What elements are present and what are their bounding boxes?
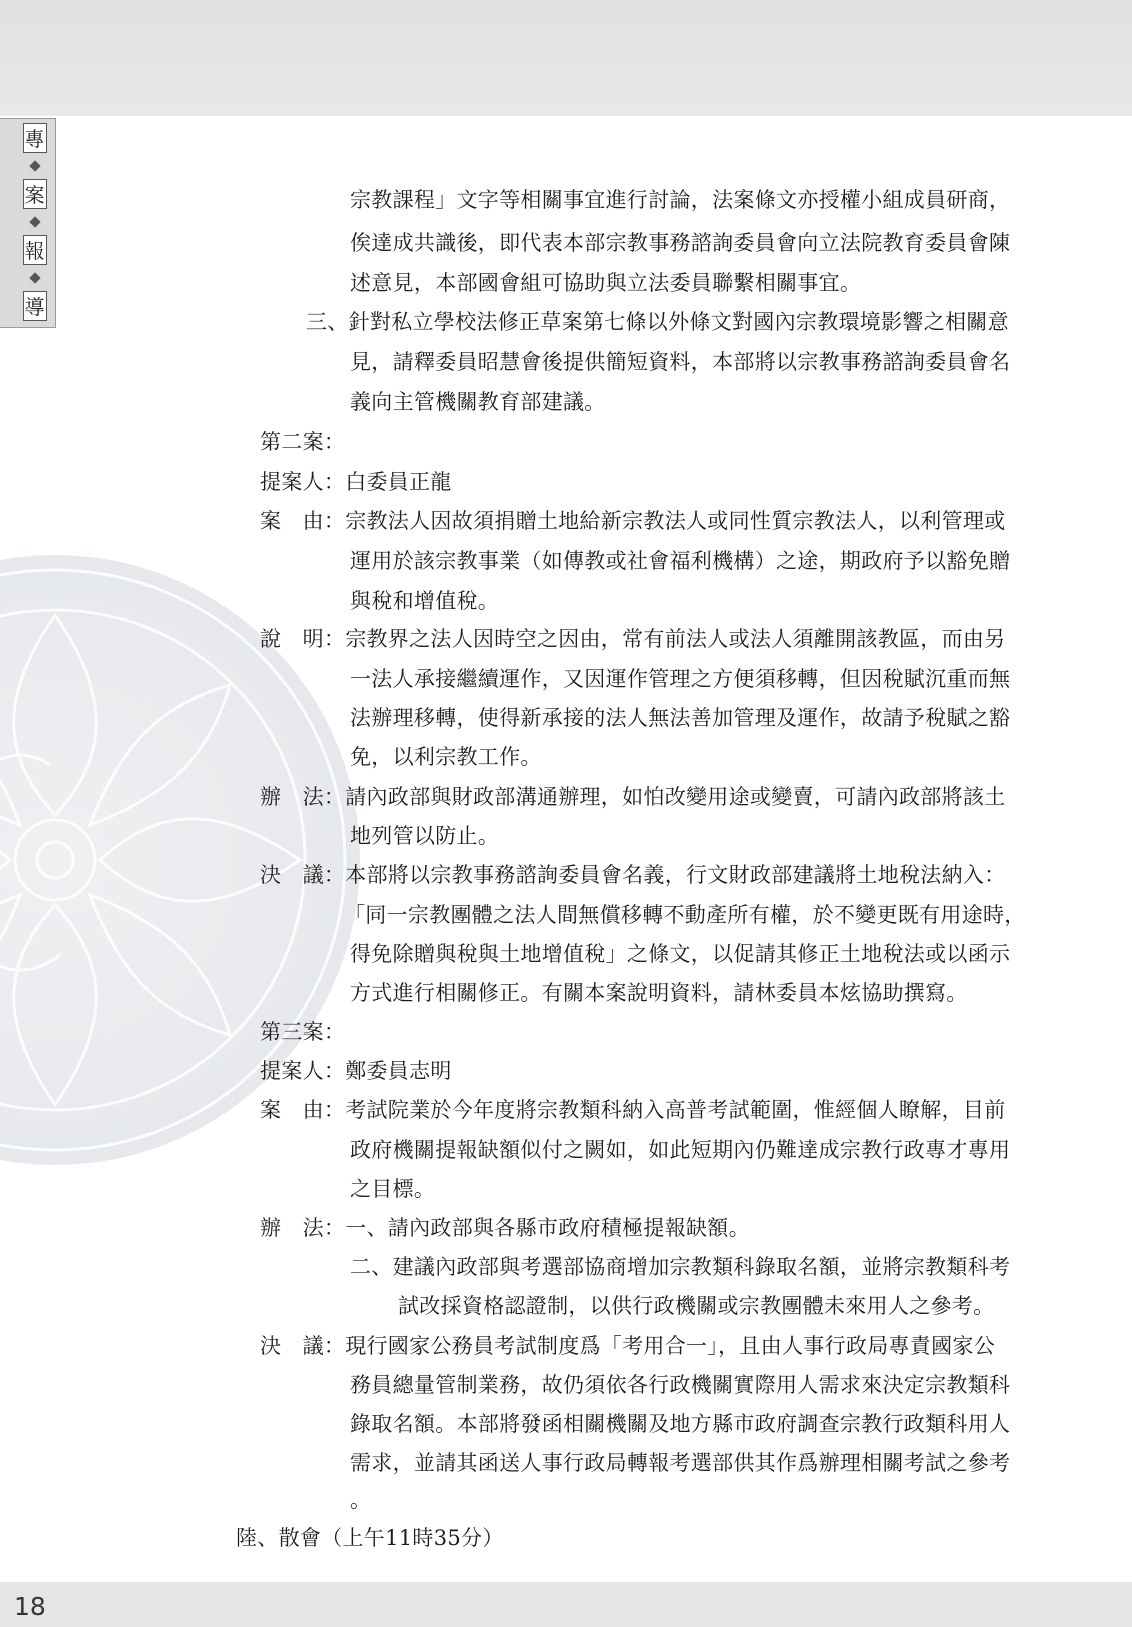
text-line: 述意見，本部國會組可協助與立法委員聯繫相關事宜。: [350, 271, 862, 295]
text-line: 說 明：宗教界之法人因時空之因由，常有前法人或法人須離開該教區，而由另: [260, 627, 1006, 651]
diamond-icon: [29, 216, 40, 227]
section-heading: 陸、散會（上午11時35分）: [236, 1526, 504, 1550]
text-line: 免，以利宗教工作。: [350, 745, 542, 769]
side-tab-char: 導: [23, 291, 47, 321]
text-line: 提案人：白委員正龍: [260, 470, 452, 494]
text-line: 二、建議內政部與考選部協商增加宗教類科錄取名額，並將宗教類科考: [350, 1255, 1011, 1279]
footer-band: [0, 1582, 1132, 1627]
text-line: 需求，並請其函送人事行政局轉報考選部供其作爲辦理相關考試之參考: [350, 1451, 1011, 1475]
text-line: 辦 法：一、請內政部與各縣市政府積極提報缺額。: [260, 1216, 750, 1240]
text-line: 試改採資格認證制，以供行政機關或宗教團體未來用人之參考。: [398, 1294, 995, 1318]
text-line: 見，請釋委員昭慧會後提供簡短資料，本部將以宗教事務諮詢委員會名: [350, 350, 1011, 374]
text-line: 運用於該宗教事業（如傳教或社會福利機構）之途，期政府予以豁免贈: [350, 549, 1011, 573]
text-line: 一法人承接繼續運作，又因運作管理之方便須移轉，但因稅賦沉重而無: [350, 667, 1011, 691]
text-line: 提案人：鄭委員志明: [260, 1059, 452, 1083]
text-line: 俟達成共識後，即代表本部宗教事務諮詢委員會向立法院教育委員會陳: [350, 231, 1011, 255]
text-line: 案 由：宗教法人因故須捐贈土地給新宗教法人或同性質宗教法人，以利管理或: [260, 509, 1006, 533]
text-line: 之目標。: [350, 1177, 436, 1201]
text-line: 政府機關提報缺額似付之闕如，如此短期內仍難達成宗教行政專才專用: [350, 1138, 1011, 1162]
text-line: 務員總量管制業務，故仍須依各行政機關實際用人需求來決定宗教類科: [350, 1373, 1011, 1397]
text-line: 辦 法：請內政部與財政部溝通辦理，如怕改變用途或變賣，可請內政部將該土: [260, 785, 1006, 809]
text-line: 法辦理移轉，使得新承接的法人無法善加管理及運作，故請予稅賦之豁: [350, 706, 1011, 730]
text-line: 與稅和增值稅。: [350, 589, 500, 613]
side-tab-char: 案: [23, 179, 47, 209]
diamond-icon: [29, 272, 40, 283]
section-side-tab: [0, 118, 56, 328]
text-line: 「同一宗教團體之法人間無償移轉不動產所有權，於不變更既有用途時，: [344, 903, 1026, 927]
diamond-icon: [29, 160, 40, 171]
page-number: 18: [14, 1592, 46, 1621]
header-band: [0, 0, 1132, 116]
case-heading: 第三案：: [260, 1020, 346, 1044]
text-line: 地列管以防止。: [350, 824, 500, 848]
text-line: 。: [350, 1488, 372, 1512]
text-line: 方式進行相關修正。有關本案說明資料，請林委員本炫協助撰寫。: [350, 981, 968, 1005]
text-line: 決 議：本部將以宗教事務諮詢委員會名義，行文財政部建議將土地稅法納入：: [260, 863, 1006, 887]
text-line: 得免除贈與稅與土地增值稅」之條文，以促請其修正土地稅法或以函示: [350, 942, 1011, 966]
case-heading: 第二案：: [260, 430, 346, 454]
text-line: 宗教課程」文字等相關事宜進行討論，法案條文亦授權小組成員研商，: [350, 188, 1011, 212]
text-line: 義向主管機關教育部建議。: [350, 390, 606, 414]
side-tab-char: 專: [23, 123, 47, 153]
text-line: 錄取名額。本部將發函相關機關及地方縣市政府調查宗教行政類科用人: [350, 1412, 1011, 1436]
text-line: 案 由：考試院業於今年度將宗教類科納入高普考試範圍，惟經個人瞭解，目前: [260, 1098, 1006, 1122]
side-tab-char: 報: [23, 235, 47, 265]
text-line: 三、針對私立學校法修正草案第七條以外條文對國內宗教環境影響之相關意: [306, 310, 1009, 334]
text-line: 決 議：現行國家公務員考試制度爲「考用合一」，且由人事行政局專責國家公: [260, 1334, 995, 1358]
